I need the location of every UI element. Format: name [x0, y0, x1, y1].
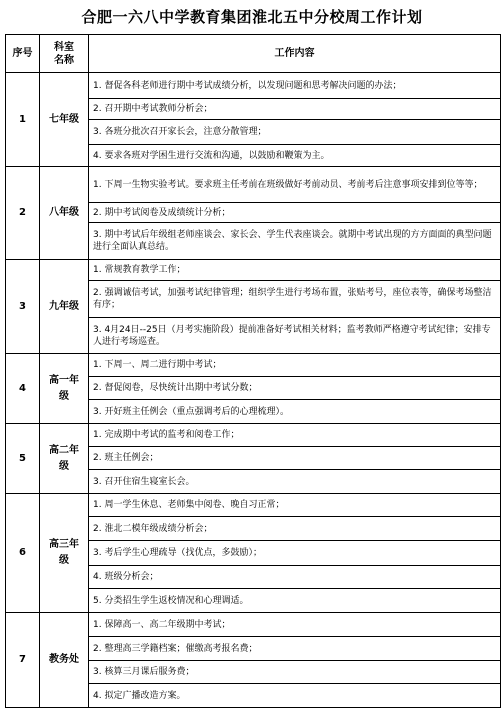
work-item: 3. 考后学生心理疏导（找优点，多鼓励）； — [89, 541, 501, 566]
table-row — [6, 167, 501, 203]
category-name: 教务处 — [40, 613, 89, 708]
work-item: 2. 督促阅卷，尽快统计出期中考试分数； — [89, 377, 501, 400]
table-row — [6, 354, 501, 377]
table-row — [6, 260, 501, 281]
work-item: 4. 班级分析会； — [89, 566, 501, 589]
header-category — [40, 35, 89, 73]
row-number: 2 — [6, 167, 40, 260]
work-item: 1. 完成期中考试的监考和阅卷工作； — [89, 424, 501, 447]
work-item: 3. 各班分批次召开家长会，注意分散管理； — [89, 120, 501, 145]
work-item: 3. 开好班主任例会（重点强调考后的心理梳理）。 — [89, 400, 501, 424]
row-number: 5 — [6, 424, 40, 494]
work-item: 2. 班主任例会； — [89, 447, 501, 470]
table-row — [6, 73, 501, 99]
table-header-row — [6, 35, 501, 73]
category-name: 八年级 — [40, 167, 89, 260]
work-item: 1. 下周一生物实验考试。要求班主任考前在班级做好考前动员、考前考后注意事项安排到位等等； — [89, 167, 501, 203]
work-item: 3. 4月24日--25日（月考实施阶段）提前准备好考试相关材料；监考教师严格遵守考试纪律；安排专人进行考场巡查。 — [89, 318, 501, 354]
header-num: 序号 — [6, 35, 40, 73]
row-number: 6 — [6, 494, 40, 613]
category-name: 七年级 — [40, 73, 89, 167]
table-row — [6, 494, 501, 517]
table-row — [6, 613, 501, 637]
header-category-line2: 名称 — [54, 54, 74, 66]
category-name: 高三年 级 — [40, 494, 89, 613]
work-item: 1. 保障高一、高二年级期中考试； — [89, 613, 501, 637]
work-item: 2. 整理高三学籍档案；催缴高考报名费； — [89, 637, 501, 661]
header-category-line1: 科室 — [54, 41, 74, 53]
table-row — [6, 424, 501, 447]
work-item: 4. 要求各班对学困生进行交流和沟通，以鼓励和鞭策为主。 — [89, 145, 501, 167]
work-plan-table — [5, 34, 501, 708]
work-item: 3. 核算三月课后服务费； — [89, 661, 501, 684]
header-content: 工作内容 — [89, 35, 501, 73]
work-item: 1. 周一学生休息、老师集中阅卷、晚自习正常； — [89, 494, 501, 517]
category-name: 高二年 级 — [40, 424, 89, 494]
row-number: 1 — [6, 73, 40, 167]
row-number: 3 — [6, 260, 40, 354]
work-item: 1. 下周一、周二进行期中考试； — [89, 354, 501, 377]
work-item: 3. 召开住宿生寝室长会。 — [89, 470, 501, 494]
work-item: 2. 淮北二模年级成绩分析会； — [89, 517, 501, 541]
category-name: 高一年 级 — [40, 354, 89, 424]
work-item: 1. 督促各科老师进行期中考试成绩分析，以发现问题和思考解决问题的办法； — [89, 73, 501, 99]
row-number: 7 — [6, 613, 40, 708]
table-body — [6, 73, 501, 708]
document-title: 合肥一六八中学教育集团淮北五中分校周工作计划 — [81, 8, 423, 26]
work-item: 2. 召开期中考试教师分析会； — [89, 99, 501, 120]
work-item: 1. 常规教育教学工作； — [89, 260, 501, 281]
work-item: 3. 期中考试后年级组老师座谈会、家长会、学生代表座谈会。就期中考试出现的方方面面的典型问题进行全面认真总结。 — [89, 223, 501, 260]
work-item: 4. 拟定广播改造方案。 — [89, 684, 501, 708]
category-name: 九年级 — [40, 260, 89, 354]
row-number: 4 — [6, 354, 40, 424]
work-item: 2. 强调诚信考试，加强考试纪律管理；组织学生进行考场布置，张贴考号，座位表等，确保考场整洁有序； — [89, 281, 501, 318]
work-item: 5. 分类招生学生返校情况和心理调适。 — [89, 589, 501, 613]
work-item: 2. 期中考试阅卷及成绩统计分析； — [89, 203, 501, 223]
